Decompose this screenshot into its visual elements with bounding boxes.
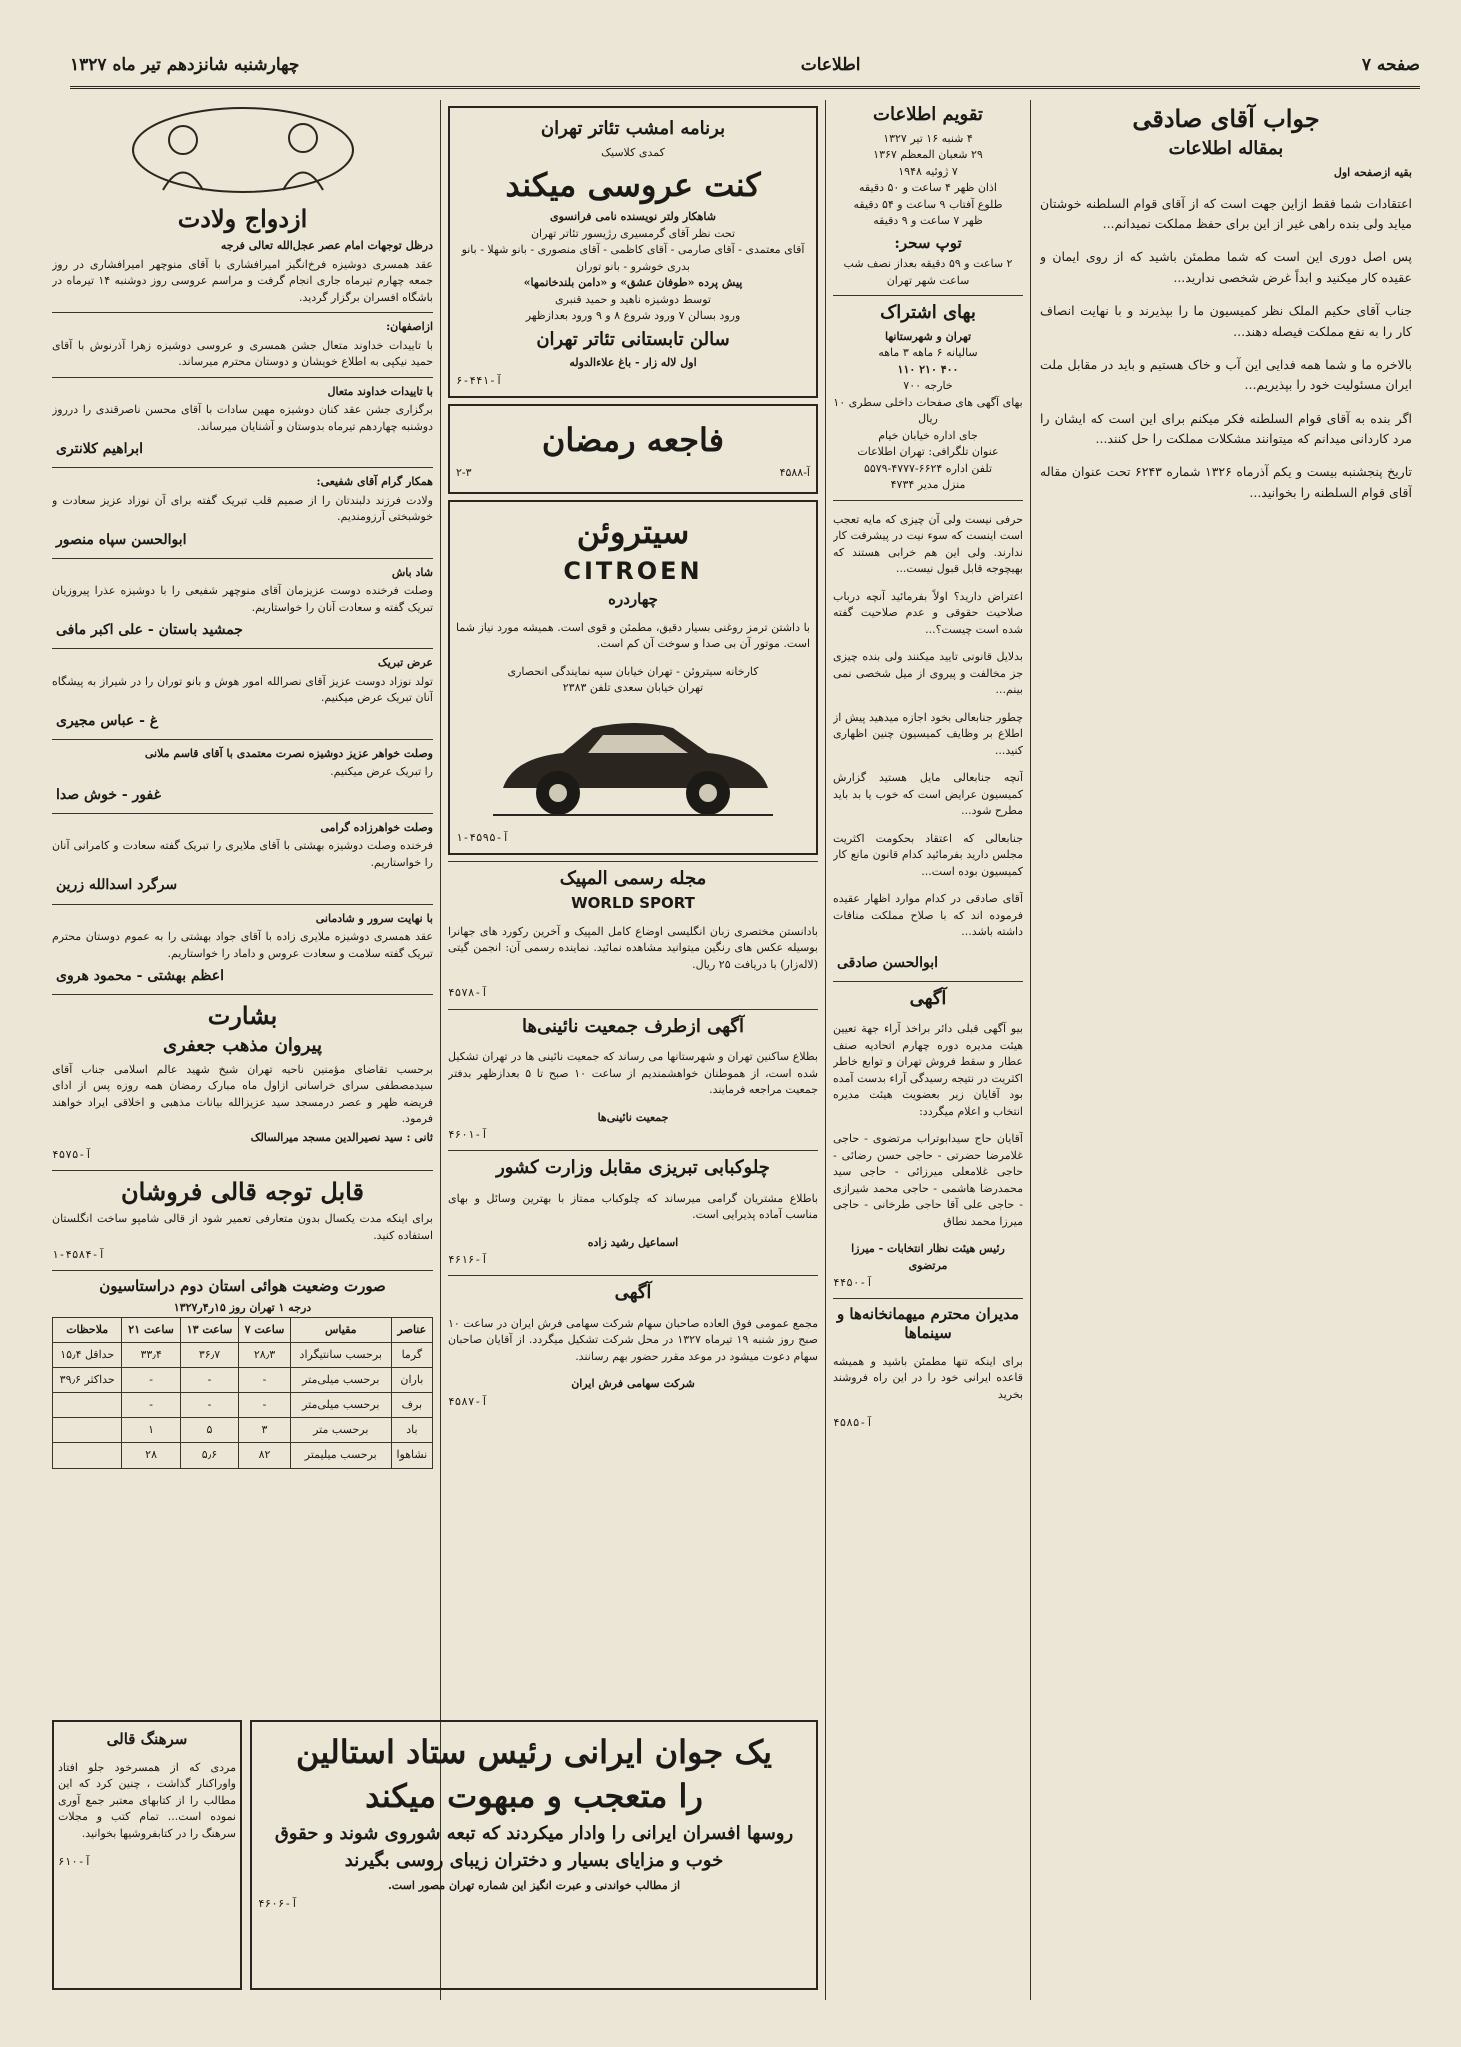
divider xyxy=(833,981,1023,982)
masthead xyxy=(70,52,1420,78)
carpet-sellers-title: قابل توجه قالی فروشان xyxy=(121,1177,364,1207)
subscription-prices: ۴۰۰ ۲۱۰ ۱۱۰ xyxy=(897,362,959,376)
theater-genre: کمدی کلاسیک xyxy=(601,145,665,159)
article-paragraph: آقای صادقی در کدام موارد اظهار عقیده فرموده اند که با صلاح مملکت منافات داشته باشد... xyxy=(833,892,1023,939)
table-header: ملاحظات xyxy=(53,1317,122,1342)
stalin-headline-2: را متعجب و مبهوت میکند xyxy=(365,1777,703,1815)
ad-code: آ-۴۵۸۴-۱ xyxy=(52,1248,105,1262)
marriage-birth-title: ازدواج ولادت xyxy=(177,204,308,233)
bisharat-subtitle: پیروان مذهب جعفری xyxy=(162,1035,322,1057)
column-ads xyxy=(448,100,818,1640)
page-number: صفحه ۷ xyxy=(1361,55,1420,75)
ad-code: آ-۴۵۷۵ xyxy=(52,1148,92,1162)
announcement-title: درظل توجهات امام عصر عجل‌الله تعالی فرجه xyxy=(220,239,433,252)
announcement-text: وصلت فرخنده دوست عزیزمان آقای منوچهر شفیعی را با دوشیزه عذرا پیروزیان تبریک گفته و سعادت آنان را خواستاریم. xyxy=(52,584,433,614)
stalin-footer: از مطالب خواندنی و عبرت انگیز این شماره تهران مصور است. xyxy=(387,1879,681,1892)
weather-title: صورت وضعیت هوائی استان دوم دراستاسیون xyxy=(99,1277,386,1296)
play-director: تحت نظر آقای گرمسیری رژیسور تئاتر تهران xyxy=(530,226,736,240)
announcement-sign: غ - عباس مجیری xyxy=(56,712,159,729)
carpet-notice-title: آگهی xyxy=(614,1282,652,1304)
table-cell xyxy=(53,1443,122,1468)
announcement-title: با نهایت سرور و شادمانی xyxy=(315,911,433,925)
table-cell: برحسب سانتیگراد xyxy=(290,1342,391,1367)
announcement-title: وصلت خواهرزاده گرامی xyxy=(320,820,433,834)
notice-names: آقایان حاج سیدابوتراب مرتضوی - حاجی غلامرضا حضرتی - حاجی حسن رضائی - حاجی غلامعلی میرزائی - حاجی سید محمدرضا هاشمی - حاجی محمد شیرازی - حاجی علی آقا حاجی طرخانی - حاجی میرزا محمد نطاق xyxy=(833,1132,1023,1228)
divider xyxy=(448,861,818,862)
ad-code: ۲-۳ xyxy=(456,465,472,479)
telegraph-address: عنوان تلگرافی: تهران اطلاعات xyxy=(857,445,999,459)
table-cell: ۵٫۶ xyxy=(180,1443,238,1468)
article-paragraph: حرفی نیست ولی آن چیزی که مایه تعجب است اینست که سوء نیت در پیشرفت کار ندارند. ولی این هم خرابی هستند که بهیچوجه قابل قبول نیست... xyxy=(833,512,1023,576)
colonel-box xyxy=(52,1720,242,1990)
column-calendar-article xyxy=(833,100,1023,2000)
table-cell: ۵ xyxy=(180,1418,238,1443)
citroen-dealer: کارخانه سیتروئن - تهران خیابان سپه نمایندگی انحصاری xyxy=(507,664,759,678)
play-author: شاهکار ولتر نویسنده نامی فرانسوی xyxy=(550,210,716,223)
column-announcements xyxy=(52,100,433,2000)
divider xyxy=(52,558,433,559)
divider xyxy=(52,467,433,468)
calendar-line: ۷ ژوئیه ۱۹۴۸ xyxy=(898,164,958,178)
table-header: ساعت ۷ xyxy=(239,1317,291,1342)
article-paragraph: جناب آقای حکیم الملک نظر کمیسیون ما را بپذیرند و با نهایت انصاف کار را به نفع مملکت فیصله دهند... xyxy=(1040,303,1412,339)
stalin-body: روسها افسران ایرانی را وادار میکردند که تبعه شوروی شوند و حقوق خوب و مزایای بسیار و دختران زیبای روسی بگیرند xyxy=(274,1823,794,1871)
divider xyxy=(833,500,1023,501)
table-cell: نشاهوا xyxy=(391,1443,432,1468)
ad-code: آ-۴۵۹۵-۱ xyxy=(456,830,509,844)
notice-signature: رئیس هیئت نظار انتخابات - میرزا مرتضوی xyxy=(851,1242,1005,1272)
table-cell: حداکثر ۳۹٫۶ xyxy=(53,1367,122,1392)
colonel-title: سرهنگ قالی xyxy=(106,1730,188,1748)
article-paragraph: اگر بنده به آقای قوام السلطنه فکر میکنم برای این است که ایشان را مرد کاردانی میدانم که میتوانند مشکلات مملکت را حل کنند... xyxy=(1040,410,1412,447)
ad-code: آ-۴۴۵۰ xyxy=(833,1276,873,1290)
ad-code: آ-۴۶۰۶ xyxy=(258,1896,298,1910)
ad-code: آ-۶۱۰ xyxy=(58,1855,92,1869)
issue-date: چهارشنبه شانزدهم تیر ماه ۱۳۲۷ xyxy=(70,55,300,75)
announcement-text: را تبریک عرض میکنیم. xyxy=(330,765,433,779)
divider xyxy=(52,994,433,995)
cinema-title: مدیران محترم میهمانخانه‌ها و سینماها xyxy=(836,1305,1020,1343)
table-cell xyxy=(53,1393,122,1418)
announcement-sign: غفور - خوش صدا xyxy=(56,786,161,803)
table-header: مقیاس xyxy=(290,1317,391,1342)
table-cell: برحسب متر xyxy=(290,1418,391,1443)
divider xyxy=(833,295,1023,296)
divider xyxy=(52,312,433,313)
article-paragraph: آنچه جنابعالی مایل هستید گزارش کمیسیون عرایض است که خوب یا بد باید مطرح شود... xyxy=(833,771,1023,818)
ad-code: آ-۴۵۸۸ xyxy=(779,465,810,479)
carpet-notice-sign: شرکت سهامی فرش ایران xyxy=(571,1377,695,1391)
theater-venue: سالن تابستانی تئاتر تهران xyxy=(536,328,730,350)
car-illustration xyxy=(483,703,783,823)
table-cell: - xyxy=(239,1367,291,1392)
column-divider xyxy=(825,100,826,2000)
table-cell: - xyxy=(180,1367,238,1392)
divider xyxy=(52,813,433,814)
naeini-text: بطلاع ساکنین تهران و شهرستانها می رساند که جمعیت نائینی ها در تهران تشکیل شده است، از هموطنان خواهشمندیم از ساعت ۱۰ صبح تا ۵ بعدازظهر بدفتر جمعیت مراجعه فرمایند. xyxy=(448,1050,818,1097)
colonel-text: مردی که از همسرخود جلو افتاد واوراکنار گذاشت ، چنین کرد که این مطالب را از کتابهای معتبر جمع آوری نموده است... تمام کتب و مجلات سرهنگ را در کتابفروشیها بخوانید. xyxy=(58,1760,236,1840)
ramadan-title: فاجعه رمضان xyxy=(541,420,725,459)
divider xyxy=(833,1298,1023,1299)
table-row xyxy=(53,1367,433,1392)
article-paragraph: اعتقادات شما فقط ازاین جهت است که از آقای قوام السلطنه خوشتان میاید ولی بنده راهی غیر از این برای حفظ مملکت نمیدانم... xyxy=(1040,195,1412,232)
office-address: جای اداره خیابان خیام xyxy=(878,428,978,442)
citroen-features: با داشتن ترمز روغنی بسیار دقیق، مطمئن و قوی است. همیشه مورد نیاز شما است. موتور آن بی صدا و سوخت آن کم است. xyxy=(456,620,810,651)
subscription-abroad: خارجه ۷۰۰ xyxy=(903,379,953,393)
article-paragraph: بدلایل قانونی تایید میکنند ولی بنده چیزی جز مخالفت و پیروی از میل شخصی نمی بینم... xyxy=(833,650,1023,697)
olympic-latin-title: WORLD SPORT xyxy=(571,894,695,913)
announcement-text: ولادت فرزند دلبندتان را از صمیم قلب تبریک گفته برای آن نوزاد عزیز سعادت و خوشبختی آرزومندیم. xyxy=(52,493,433,524)
divider xyxy=(448,1275,818,1276)
sahar-title: توپ سحر: xyxy=(894,233,962,252)
table-cell: برحسب میلی‌متر xyxy=(290,1393,391,1418)
article-headline: جواب آقای صادقی xyxy=(1132,104,1320,133)
sahar-text: ۲ ساعت و ۵۹ دقیقه بعداز نصف شب ساعت شهر تهران xyxy=(843,257,1013,287)
ad-code: آ-۴۶۰۱ xyxy=(448,1128,488,1142)
weather-table xyxy=(52,1317,433,1469)
table-cell: ۳۶٫۷ xyxy=(180,1342,238,1367)
calendar-line: طلوع آفتاب ۹ ساعت و ۵۴ دقیقه xyxy=(853,197,1003,211)
citroen-model: چهاردره xyxy=(608,589,658,608)
table-cell: - xyxy=(122,1393,180,1418)
citroen-address: تهران خیابان سعدی تلفن ۲۳۸۳ xyxy=(562,681,704,695)
announcement-title: با تاییدات خداوند متعال xyxy=(327,384,433,398)
notice-text: بیو آگهی قبلی دائر براخذ آراء جهة تعیین هیئت مدیره دوره چهارم اتحادیه صنف عطار و سقط فروش تهران و توابع خاطر اکثریت در نتیجه رسیدگی آراء بدست آمده بود آقایان زیر بعضویت هیئت مدیره انتخاب و اعلام میگردد: xyxy=(833,1022,1023,1118)
ad-code: آ-۴۴۱-۶ xyxy=(456,373,503,387)
office-phones: تلفن اداره ۶۶۲۴-۴۷۷۷-۵۵۷۹ xyxy=(863,461,993,475)
bisharat-title: بشارت xyxy=(207,1001,278,1031)
ramadan-ad xyxy=(448,404,818,494)
kabab-title: چلوکبابی تبریزی مقابل وزارت کشور xyxy=(496,1157,770,1179)
table-row xyxy=(53,1342,433,1367)
article-subheadline: بمقاله اطلاعات xyxy=(1168,138,1284,159)
stalin-ad xyxy=(250,1720,818,1990)
theater-ad xyxy=(448,106,818,398)
announcement-title: شاد باش xyxy=(391,565,433,579)
announcement-text: عقد همسری دوشیزه فرخ‌انگیز امیرافشاری با آقای منوچهر امیرافشاری در روز جمعه چهارم تیرماه جاری انجام گرفت و مراسم عروسی روز دوشنبه ۱۴ تیرماه در باشگاه افسران برگزار گردید. xyxy=(52,257,433,304)
column-sadeghi-reply xyxy=(1040,100,1412,2000)
table-row xyxy=(53,1443,433,1468)
announcement-text: با تاییدات خداوند متعال جشن همسری و عروسی دوشیزه زهرا آذرنوش با آقای حمید نیکپی به اطلاع خویشان و دوستان محترم میرساند. xyxy=(52,338,433,368)
subscription-header: سالیانه ۶ ماهه ۳ ماهه xyxy=(878,346,978,360)
theater-street: اول لاله زار - باغ علاءالدوله xyxy=(569,356,697,369)
table-cell: ۲۸٫۳ xyxy=(239,1342,291,1367)
announcement-text: تولد نوزاد دوست عزیز آقای نصرالله امور هوش و بانو توران را در شیراز به پیشگاه آنان تبریک عرض میکنیم. xyxy=(52,674,433,705)
table-cell: - xyxy=(180,1393,238,1418)
ad-code: آ-۴۶۱۶ xyxy=(448,1253,488,1267)
table-cell: حداقل ۱۵٫۴ xyxy=(53,1342,122,1367)
cinema-text: برای اینکه تنها مطمئن باشید و همیشه قاعده ایرانی خود را در این راه فروشند بخرید xyxy=(833,1354,1023,1401)
wedding-illustration xyxy=(123,100,363,200)
manager-phone: منزل مدیر ۴۷۳۴ xyxy=(890,478,966,492)
table-cell: باد xyxy=(391,1418,432,1443)
weather-subtitle: درجه ۱ تهران روز ۱۵ر۴ر۱۳۲۷ xyxy=(173,1301,312,1315)
announcement-sign: ابراهیم کلانتری xyxy=(56,441,144,457)
table-cell: ۳ xyxy=(239,1418,291,1443)
divider xyxy=(52,1170,433,1171)
calendar-line: ۴ شنبه ۱۶ تیر ۱۳۲۷ xyxy=(883,131,973,145)
carpet-sellers-text: برای اینکه مدت یکسال بدون متعارفی تعمیر شود از قالی شامپو ساخت انگلستان استفاده کنید. xyxy=(52,1212,433,1242)
ad-codes-row xyxy=(456,464,810,482)
newspaper-name: اطلاعات xyxy=(800,55,861,75)
table-row xyxy=(53,1418,433,1443)
divider xyxy=(448,1150,818,1151)
article-signature: ابوالحسن صادقی xyxy=(837,954,938,971)
ad-code: آ-۴۵۷۸ xyxy=(448,986,488,1000)
bisharat-sign: ثانی : سید نصیرالدین مسجد میرالسالک xyxy=(250,1130,433,1144)
announcement-title: همکار گرام آقای شفیعی: xyxy=(316,475,433,489)
table-cell: ۱ xyxy=(122,1418,180,1443)
table-cell: گرما xyxy=(391,1342,432,1367)
article-paragraph: چطور جنابعالی بخود اجازه میدهید پیش از اطلاع بر وظایف کمیسیون چنین اظهاری کنید... xyxy=(833,710,1023,757)
announcement-sign: اعظم بهشتی - محمود هروی xyxy=(56,968,225,985)
announcement-sign: جمشید باستان - علی اکبر مافی xyxy=(56,622,243,639)
article-paragraph: پس اصل دوری این است که شما مطمئن باشید که از روی ایمان و عقیده کار میکنید و ابداً غرض شخصی ندارید... xyxy=(1040,249,1412,285)
ad-code: آ-۴۵۸۵ xyxy=(833,1416,873,1430)
naeini-sign: جمعیت نائینی‌ها xyxy=(597,1110,669,1124)
citroen-brand-fa: سیتروئن xyxy=(576,512,690,551)
kabab-text: باطلاع مشتریان گرامی میرساند که چلوکباب ممتاز با بهترین وسائل و بهای مناسب آماده پذیرایی است. xyxy=(448,1191,818,1222)
table-cell: برف xyxy=(391,1393,432,1418)
naeini-title: آگهی ازطرف جمعیت نائینی‌ها xyxy=(522,1015,744,1037)
theater-title: برنامه امشب تئاتر تهران xyxy=(540,118,726,139)
announcement-sign: ابوالحسن سپاه منصور xyxy=(56,531,187,548)
tickets: ورود بسالن ۷ ورود شروع ۸ و ۹ ورود بعدازظهر xyxy=(525,309,741,322)
table-cell xyxy=(53,1418,122,1443)
table-header: عناصر xyxy=(391,1317,432,1342)
divider xyxy=(448,1009,818,1010)
olympic-title: مجله رسمی المپیک xyxy=(559,867,707,889)
announcement-title: ازاصفهان: xyxy=(386,320,433,333)
carpet-notice-text: مجمع عمومی فوق العاده صاحبان سهام شرکت سهامی فرش ایران در ساعت ۱۰ صبح روز شنبه ۱۹ تیرماه ۱۳۲۷ در محل شرکت تشکیل میگردد. از آقایان صاحبان سهام دعوت میشود در موعد مقرر حضور بهم رسانند. xyxy=(448,1316,818,1363)
subscription-subtitle: تهران و شهرستانها xyxy=(884,329,972,343)
table-cell: ۳۳٫۴ xyxy=(122,1342,180,1367)
ad-code: آ-۴۵۸۷ xyxy=(448,1394,488,1408)
table-header: ساعت ۱۳ xyxy=(180,1317,238,1342)
divider xyxy=(52,1270,433,1271)
divider xyxy=(52,904,433,905)
next-show: پیش پرده «طوفان عشق» و «دامن بلندخانمها» xyxy=(523,276,743,289)
article-paragraph: بالاخره ما و شما همه فدایی این آب و خاک هستیم و باید در مقابل ملت ایران مسئولیت خود را بپذیریم... xyxy=(1040,356,1412,393)
performer: توسط دوشیزه ناهید و حمید قنبری xyxy=(555,292,711,306)
table-header-row xyxy=(53,1317,433,1342)
table-cell: برحسب میلیمتر xyxy=(290,1443,391,1468)
divider xyxy=(52,648,433,649)
column-divider xyxy=(1030,100,1031,2000)
subscription-title: بهای اشتراک xyxy=(880,302,976,324)
divider xyxy=(52,377,433,378)
bisharat-text: برحسب تقاضای مؤمنین ناحیه تهران شیخ شهید عالم اسلامی جناب آقای سیدمصطفی سرای خراسانی ازاول ماه مبارک رمضان همه روزه پس از ادای فریضه ظهر و عصر درمسجد سید عزیزالله بیانات مذهبی و اخلاقی ایراد خواهند فرمود. xyxy=(52,1062,433,1126)
announcement-text: برگزاری جشن عقد کنان دوشیزه مهین سادات با آقای محسن ناصرقندی را درروز دوشنبه چهاردهم تیرماه بدوستان و آشنایان میرساند. xyxy=(52,403,433,433)
stalin-headline: یک جوان ایرانی رئیس ستاد استالین xyxy=(295,1733,773,1771)
olympic-text: بادانستن مختصری زبان انگلیسی اوضاع کامل المپیک و آخرین رکورد های جهانرا بوسیله عکس های رنگین میتوانید مشاهده نمائید. نماینده رسمی آن: انجمن گیتی (لاله‌زار) با دریافت ۲۵ ریال. xyxy=(448,924,818,971)
announcement-text: فرخنده وصلت دوشیزه بهشتی با آقای ملایری را تبریک گفته سعادت و کامرانی آنان را خواستاریم. xyxy=(52,839,433,869)
table-cell: برحسب میلی‌متر xyxy=(290,1367,391,1392)
continued-note: بقیه ازصفحه اول xyxy=(1333,165,1412,179)
play-cast: آقای معتمدی - آقای صارمی - آقای کاظمی - آقای منصوری - بانو شهلا - بانو بدری خوشرو - بانو توران xyxy=(461,243,805,273)
announcement-title: عرض تبریک xyxy=(377,656,433,670)
table-cell: ۲۸ xyxy=(122,1443,180,1468)
article-paragraph: اعتراض دارید؟ اولاً بفرمائید آنچه درباب صلاحیت حقوقی و عدم صلاحیت گفته شده است چیست؟... xyxy=(833,589,1023,636)
citroen-brand-latin: CITROEN xyxy=(563,556,703,585)
notice-title: آگهی xyxy=(909,987,947,1009)
announcement-text: عقد همسری دوشیزه ملایری زاده با آقای جواد بهشتی را به عموم دوستان محترم تبریک گفته سلامت و سعادت عروس و داماد را خواستاریم. xyxy=(52,930,433,960)
kabab-sign: اسماعیل رشید زاده xyxy=(587,1235,679,1249)
table-cell: ۸۲ xyxy=(239,1443,291,1468)
ad-price: بهای آگهی های صفحات داخلی سطری ۱۰ ریال xyxy=(833,395,1023,426)
table-header: ساعت ۲۱ xyxy=(122,1317,180,1342)
column-divider xyxy=(440,100,441,2000)
table-cell: - xyxy=(122,1367,180,1392)
calendar-line: ظهر ۷ ساعت و ۹ دقیقه xyxy=(873,214,983,227)
table-row xyxy=(53,1393,433,1418)
citroen-ad xyxy=(448,500,818,855)
masthead-rule xyxy=(70,86,1420,89)
table-cell: باران xyxy=(391,1367,432,1392)
play-title: کنت عروسی میکند xyxy=(505,166,761,204)
announcement-sign: سرگرد اسدالله زرین xyxy=(56,877,178,894)
calendar-line: ۲۹ شعبان المعظم ۱۳۶۷ xyxy=(873,148,983,161)
table-cell: - xyxy=(239,1393,291,1418)
article-paragraph: جنابعالی که اعتقاد بحکومت اکثریت مجلس دارید بفرمائید کدام قانون مانع کار کمیسیون بوده است... xyxy=(833,831,1023,878)
divider xyxy=(52,739,433,740)
calendar-line: اذان ظهر ۴ ساعت و ۵۰ دقیقه xyxy=(859,181,997,194)
article-paragraph: تاریخ پنجشنبه بیست و یکم آذرماه ۱۳۲۶ شماره ۶۲۴۳ تحت عنوان مقاله آقای قوام السلطنه را بخوانید... xyxy=(1040,464,1412,500)
announcement-title: وصلت خواهر عزیز دوشیزه نصرت معتمدی با آقای قاسم ملانی xyxy=(144,746,433,760)
calendar-title: تقویم اطلاعات xyxy=(873,104,983,125)
